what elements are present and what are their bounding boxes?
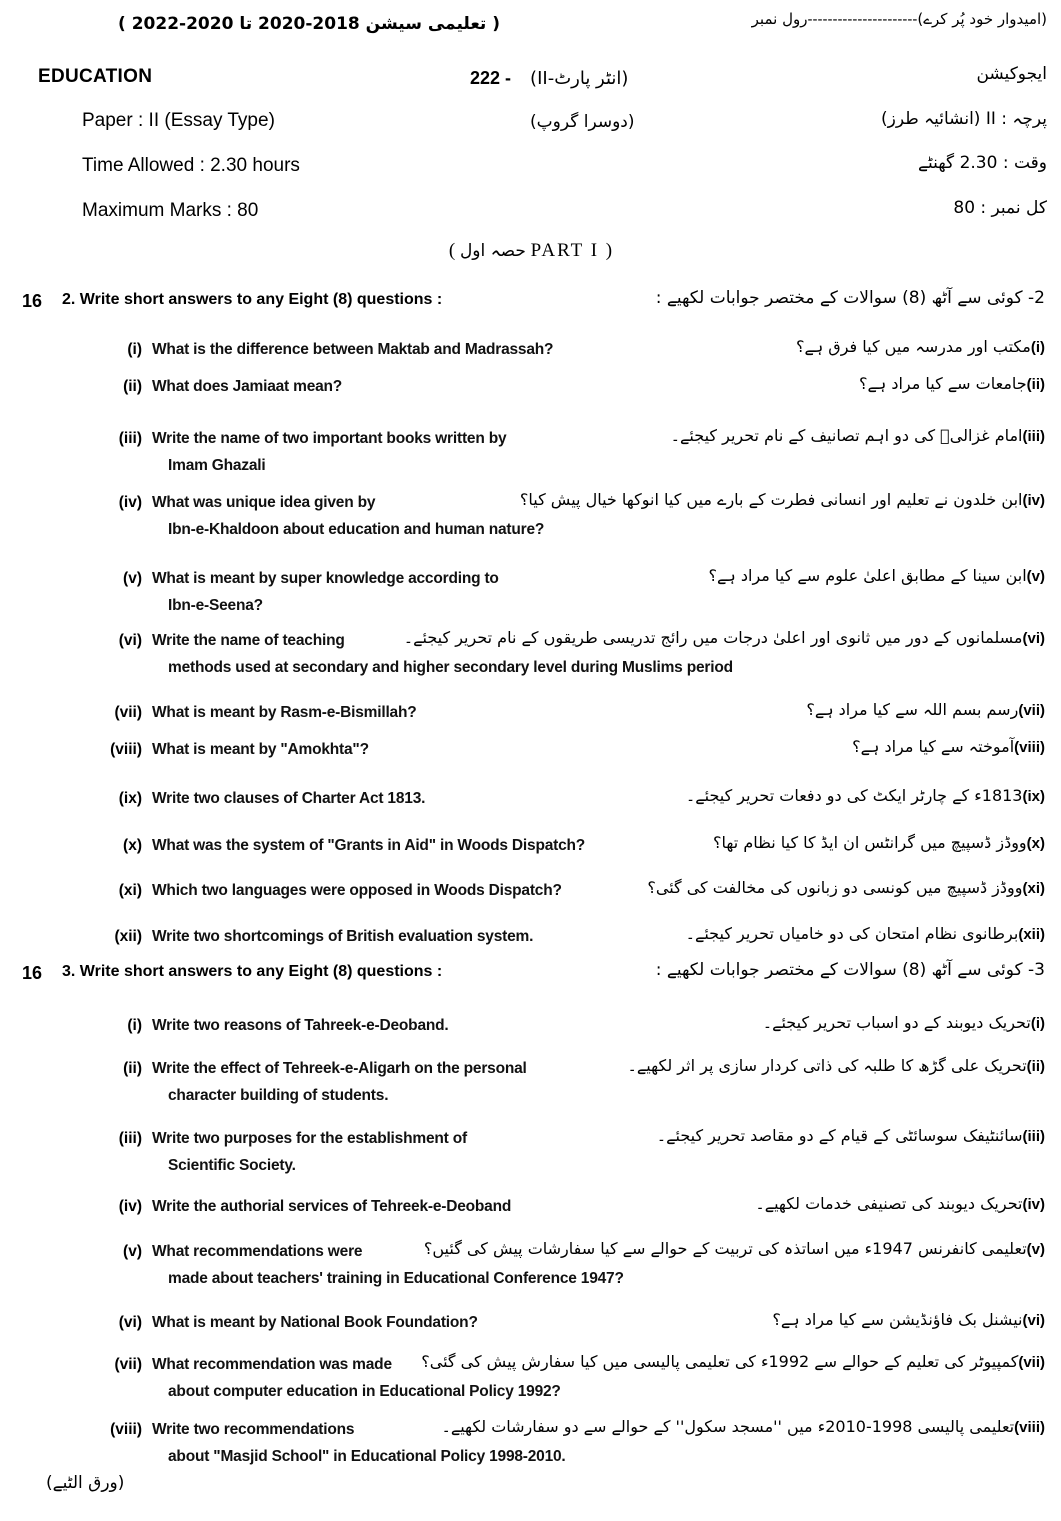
item-text-urdu-body: 1813ء کے چارٹر ایکٹ کی دو دفعات تحریر کیجئے۔: [685, 786, 1023, 805]
item-roman-numeral-urdu: (x): [1026, 835, 1045, 852]
part-heading: [0, 240, 1061, 262]
item-roman-numeral: (v): [123, 1243, 142, 1260]
item-text-english: What is meant by super knowledge according to: [152, 570, 499, 587]
item-text-urdu-body: امام غزالیؒ کی دو اہم تصانیف کے نام تحریر کیجئے۔: [670, 426, 1023, 445]
item-text-urdu-body: مکتب اور مدرسہ میں کیا فرق ہے؟: [795, 337, 1031, 356]
question-marks: 16: [22, 963, 43, 983]
item-text-english: What recommendations were: [152, 1243, 363, 1260]
item-text-urdu: [713, 833, 1045, 852]
question-prompt-english: 3. Write short answers to any Eight (8) questions :: [62, 963, 443, 980]
item-text-urdu: [686, 786, 1045, 805]
item-text-urdu: [520, 490, 1045, 509]
item-text-english: What is the difference between Maktab and Madrassah?: [152, 341, 554, 358]
item-text-english: Write two clauses of Charter Act 1813.: [152, 790, 426, 807]
item-roman-numeral-urdu: (xi): [1022, 880, 1045, 897]
maximum-marks-english: Maximum Marks : 80: [82, 200, 259, 221]
paper-label-urdu: پرچہ : II (انشائیہ طرز): [881, 109, 1047, 129]
item-text-english: methods used at secondary and higher secondary level during Muslims period: [168, 659, 733, 676]
item-text-urdu-body: تعلیمی کانفرنس 1947ء میں اساتذہ کی تربیت کے حوالے سے کیا سفارشات پیش کی گئیں؟: [423, 1239, 1027, 1258]
item-text-urdu-body: تحریک دیوبند کے دو اسباب تحریر کیجئے۔: [762, 1013, 1031, 1032]
item-text-english: Write the name of two important books written by: [152, 430, 507, 447]
item-roman-numeral: (ii): [123, 1060, 142, 1077]
item-text-urdu-body: سائنٹیفک سوسائٹی کے قیام کے دو مقاصد تحریر کیجئے۔: [656, 1126, 1023, 1145]
item-text-urdu: [424, 1239, 1045, 1258]
item-roman-numeral: (vii): [114, 1356, 142, 1373]
item-roman-numeral: (x): [123, 837, 142, 854]
item-text-urdu-body: جامعات سے کیا مراد ہے؟: [859, 374, 1027, 393]
item-text-english: What is meant by Rasm-e-Bismillah?: [152, 704, 417, 721]
item-roman-numeral-urdu: (vii): [1018, 702, 1045, 719]
item-roman-numeral: (viii): [110, 1421, 142, 1438]
item-text-urdu: [755, 1194, 1045, 1213]
item-text-english: What does Jamiaat mean?: [152, 378, 343, 395]
item-roman-numeral-urdu: (ii): [1026, 1058, 1045, 1075]
item-roman-numeral: (iii): [118, 430, 142, 447]
item-text-english: about "Masjid School" in Educational Policy 1998-2010.: [168, 1448, 566, 1465]
item-roman-numeral: (iv): [118, 494, 142, 511]
item-text-urdu: [763, 1013, 1045, 1032]
question-prompt-english: 2. Write short answers to any Eight (8) questions :: [62, 291, 443, 308]
item-text-urdu: [796, 337, 1045, 356]
item-roman-numeral: (xi): [118, 882, 142, 899]
item-text-english: Ibn-e-Seena?: [168, 597, 263, 614]
roll-number-line: [752, 10, 1047, 28]
item-roman-numeral: (ix): [118, 790, 142, 807]
item-text-english: Write two reasons of Tahreek-e-Deoband.: [152, 1017, 449, 1034]
item-text-urdu: [806, 700, 1045, 719]
item-text-urdu: [671, 426, 1045, 445]
item-roman-numeral: (ii): [123, 378, 142, 395]
item-roman-numeral-urdu: (iv): [1022, 1196, 1045, 1213]
item-roman-numeral-urdu: (v): [1026, 568, 1045, 585]
item-roman-numeral-urdu: (v): [1026, 1241, 1045, 1258]
item-roman-numeral-urdu: (vi): [1022, 630, 1045, 647]
item-text-english: Write the authorial services of Tehreek-e-Deoband: [152, 1198, 512, 1215]
time-allowed-urdu: وقت : 2.30 گھنٹے: [918, 153, 1047, 173]
item-text-urdu-body: تعلیمی پالیسی 1998-2010ء میں ''مسجد سکول'' کے حوالے سے دو سفارشات لکھیے۔: [441, 1417, 1015, 1436]
subject-title-urdu: ایجوکیشن: [976, 64, 1047, 84]
time-allowed-english: Time Allowed : 2.30 hours: [82, 155, 300, 176]
question-marks: 16: [22, 291, 43, 311]
item-text-english: Ibn-e-Khaldoon about education and human nature?: [168, 521, 545, 538]
item-text-english: Write two purposes for the establishment of: [152, 1130, 467, 1147]
item-text-urdu: [421, 1352, 1045, 1371]
item-text-urdu-body: تحریک علی گڑھ کا طلبہ کی ذاتی کردار سازی پر اثر لکھیے۔: [627, 1056, 1027, 1075]
item-text-english: made about teachers' training in Educational Conference 1947?: [168, 1270, 624, 1287]
item-text-english: Scientific Society.: [168, 1157, 296, 1174]
item-text-urdu: [859, 374, 1045, 393]
item-text-urdu-body: برطانوی نظام امتحان کی دو خامیاں تحریر کیجئے۔: [685, 924, 1019, 943]
item-text-english: character building of students.: [168, 1087, 389, 1104]
item-text-urdu-body: نیشنل بک فاؤنڈیشن سے کیا مراد ہے؟: [772, 1310, 1023, 1329]
item-text-urdu: [441, 1417, 1045, 1436]
item-roman-numeral: (i): [127, 341, 142, 358]
item-text-urdu: [852, 737, 1045, 756]
item-roman-numeral-urdu: (ii): [1026, 376, 1045, 393]
item-roman-numeral-urdu: (vii): [1018, 1354, 1045, 1371]
item-text-english: about computer education in Educational Policy 1992?: [168, 1383, 561, 1400]
item-text-english: Write two recommendations: [152, 1421, 355, 1438]
item-roman-numeral: (viii): [110, 741, 142, 758]
item-roman-numeral: (iii): [118, 1130, 142, 1147]
paper-label-english: Paper : II (Essay Type): [82, 110, 275, 131]
item-roman-numeral: (vi): [118, 1314, 142, 1331]
item-text-urdu: [772, 1310, 1045, 1329]
roll-number-dashes: ----------------------: [807, 11, 918, 28]
item-roman-numeral-urdu: (ix): [1022, 788, 1045, 805]
item-text-english: What was the system of "Grants in Aid" in Woods Dispatch?: [152, 837, 586, 854]
item-text-urdu: [628, 1056, 1045, 1075]
item-text-urdu: [404, 628, 1045, 647]
item-roman-numeral-urdu: (viii): [1014, 1419, 1045, 1436]
item-text-urdu-body: رسم بسم اللہ سے کیا مراد ہے؟: [806, 700, 1019, 719]
item-text-english: Write two shortcomings of British evaluation system.: [152, 928, 534, 945]
item-text-english: What was unique idea given by: [152, 494, 376, 511]
item-text-english: Write the name of teaching: [152, 632, 345, 649]
item-text-urdu: [709, 566, 1045, 585]
item-roman-numeral-urdu: (iii): [1022, 1128, 1045, 1145]
item-text-english: Imam Ghazali: [168, 457, 266, 474]
item-text-english: What recommendation was made: [152, 1356, 392, 1373]
paper-code-number: 222 -: [470, 68, 512, 88]
item-text-english: Write the effect of Tehreek-e-Aligarh on the personal: [152, 1060, 527, 1077]
item-text-urdu: [657, 1126, 1045, 1145]
item-roman-numeral: (vii): [114, 704, 142, 721]
item-roman-numeral-urdu: (xii): [1018, 926, 1045, 943]
item-roman-numeral-urdu: (iv): [1022, 492, 1045, 509]
item-roman-numeral: (i): [127, 1017, 142, 1034]
item-text-urdu-body: ابن سینا کے مطابق اعلیٰ علوم سے کیا مراد ہے؟: [708, 566, 1027, 585]
item-text-english: What is meant by National Book Foundation?: [152, 1314, 478, 1331]
item-roman-numeral-urdu: (vi): [1022, 1312, 1045, 1329]
item-roman-numeral-urdu: (viii): [1014, 739, 1045, 756]
item-text-urdu-body: کمپیوٹر کی تعلیم کے حوالے سے 1992ء کی تعلیمی پالیسی میں کیا سفارش پیش کی گئی؟: [421, 1352, 1019, 1371]
item-roman-numeral: (vi): [118, 632, 142, 649]
part-heading-english: PART I: [530, 240, 600, 261]
item-roman-numeral: (v): [123, 570, 142, 587]
item-text-urdu-body: مسلمانوں کے دور میں ثانوی اور اعلیٰ درجات میں رائج تدریسی طریقوں کے نام تحریر کیجئے۔: [403, 628, 1023, 647]
item-text-urdu-body: ابن خلدون نے تعلیم اور انسانی فطرت کے بارے میں کیا انوکھا خیال پیش کیا؟: [519, 490, 1023, 509]
item-text-urdu-body: تحریک دیوبند کی تصنیفی خدمات لکھیے۔: [755, 1194, 1023, 1213]
subject-title-english: EDUCATION: [38, 66, 153, 87]
item-text-urdu: [686, 924, 1045, 943]
item-text-english: What is meant by "Amokhta"?: [152, 741, 369, 758]
paper-code: [470, 68, 628, 89]
item-roman-numeral: (iv): [118, 1198, 142, 1215]
item-roman-numeral: (xii): [114, 928, 142, 945]
part-heading-open-paren: (: [448, 240, 456, 261]
item-roman-numeral-urdu: (i): [1030, 339, 1045, 356]
item-text-english: Which two languages were opposed in Woods Dispatch?: [152, 882, 562, 899]
item-roman-numeral-urdu: (iii): [1022, 428, 1045, 445]
turn-over-note: (ورق الٹیے): [46, 1473, 125, 1493]
roll-number-label: رول نمبر: [751, 10, 808, 28]
candidate-note-label: (امیدوار خود پُر کرے): [917, 10, 1047, 28]
item-text-urdu-body: ووڈز ڈسپیچ میں گرانٹس ان ایڈ کا کیا نظام تھا؟: [713, 833, 1027, 852]
item-text-urdu-body: ووڈز ڈسپیچ میں کونسی دو زبانوں کی مخالفت کی گئی؟: [647, 878, 1023, 897]
inter-part-label: (انٹر پارٹ-II): [530, 68, 629, 89]
maximum-marks-urdu: کل نمبر : 80: [953, 198, 1047, 218]
part-heading-urdu: حصہ اول: [459, 241, 526, 261]
question-prompt-urdu: 2- کوئی سے آٹھ (8) سوالات کے مختصر جوابات لکھیے :: [655, 288, 1045, 308]
question-prompt-urdu: 3- کوئی سے آٹھ (8) سوالات کے مختصر جوابات لکھیے :: [655, 960, 1045, 980]
item-text-urdu-body: آموختہ سے کیا مراد ہے؟: [852, 737, 1015, 756]
group-label: (دوسرا گروپ): [530, 112, 635, 132]
session-label: ( تعلیمی سیشن 2018-2020 تا 2020-2022 ): [118, 14, 500, 34]
part-heading-close-paren: ): [605, 240, 613, 261]
item-roman-numeral-urdu: (i): [1030, 1015, 1045, 1032]
item-text-urdu: [647, 878, 1045, 897]
